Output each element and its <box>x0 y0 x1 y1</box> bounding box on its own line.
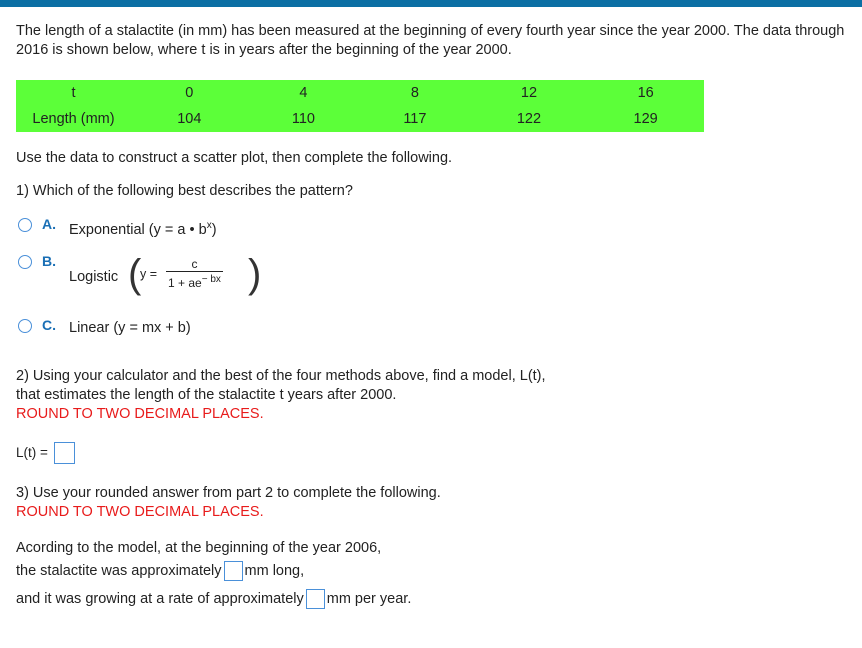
option-b-letter: B. <box>42 253 56 269</box>
row-label-length: Length (mm) <box>32 111 115 127</box>
radio-option-c[interactable] <box>18 319 32 333</box>
option-c-text: Linear (y = mx + b) <box>69 320 191 336</box>
row-label-t: t <box>71 85 76 101</box>
option-b-eq-prefix: y = <box>140 267 158 281</box>
sentence-2-start: the stalactite was approximately <box>16 562 222 579</box>
length-answer-input[interactable] <box>224 561 243 581</box>
question-2-line-2: that estimates the length of the stalactite t years after 2000. <box>16 387 397 403</box>
table-row <box>16 106 704 132</box>
question-3-line-1: 3) Use your rounded answer from part 2 to complete the following. <box>16 485 441 501</box>
problem-intro: The length of a stalactite (in mm) has been measured at the beginning of every fourth year since the year 2000. The data through 2016 is shown below, where t is in years after the beginning of the year 2000. <box>16 23 845 58</box>
option-b[interactable] <box>16 252 316 304</box>
answer-label: L(t) = <box>16 444 48 460</box>
sentence-2-end: mm long, <box>244 562 305 579</box>
data-table <box>16 80 704 132</box>
option-c[interactable] <box>16 316 316 340</box>
denominator-exponent: − bx <box>201 274 221 285</box>
question-3-round-note: ROUND TO TWO DECIMAL PLACES. <box>16 504 264 520</box>
header-bar <box>0 0 862 7</box>
model-answer-input[interactable] <box>54 442 75 464</box>
table-cell: 4 <box>299 85 308 101</box>
table-row <box>16 80 704 106</box>
table-cell: 8 <box>410 85 419 101</box>
option-a-letter: A. <box>42 216 56 232</box>
open-paren: ( <box>128 252 142 296</box>
table-cell: 104 <box>177 111 202 127</box>
option-b-label: Logistic <box>69 269 119 285</box>
table-cell: 0 <box>185 85 194 101</box>
question-3-sentence-3 <box>16 589 411 609</box>
radio-option-a[interactable] <box>18 218 32 232</box>
table-cell: 117 <box>403 111 427 127</box>
option-a-text <box>69 220 217 238</box>
option-a[interactable] <box>16 215 316 239</box>
question-2-line-1: 2) Using your calculator and the best of the four methods above, find a model, L(t), <box>16 368 546 384</box>
fraction-denominator <box>166 271 223 290</box>
question-2-round-note: ROUND TO TWO DECIMAL PLACES. <box>16 406 264 422</box>
option-c-letter: C. <box>42 317 56 333</box>
sentence-3-end: mm per year. <box>326 590 412 607</box>
radio-option-b[interactable] <box>18 255 32 269</box>
question-3-sentence-1: Acording to the model, at the beginning of the year 2006, <box>16 540 382 556</box>
option-a-close-paren: ) <box>211 221 217 238</box>
sentence-3-start: and it was growing at a rate of approximately <box>16 590 304 607</box>
logistic-fraction <box>166 257 223 290</box>
rate-answer-input[interactable] <box>306 589 325 609</box>
table-cell: 12 <box>520 85 538 101</box>
question-3-sentence-2 <box>16 561 304 581</box>
table-cell: 129 <box>633 111 658 127</box>
option-a-exponent: x <box>206 220 212 231</box>
table-cell: 110 <box>291 111 315 127</box>
question-1-prompt: 1) Which of the following best describes the pattern? <box>16 183 353 199</box>
option-a-label: Exponential (y = a • b <box>69 221 207 238</box>
table-cell: 16 <box>637 85 654 101</box>
denominator-base: 1 + ae <box>168 276 202 290</box>
table-cell: 122 <box>516 111 542 127</box>
question-2-answer-row <box>16 442 75 464</box>
instruction-text: Use the data to construct a scatter plot, then complete the following. <box>16 150 453 166</box>
close-paren: ) <box>248 252 262 296</box>
fraction-numerator: c <box>191 257 198 271</box>
